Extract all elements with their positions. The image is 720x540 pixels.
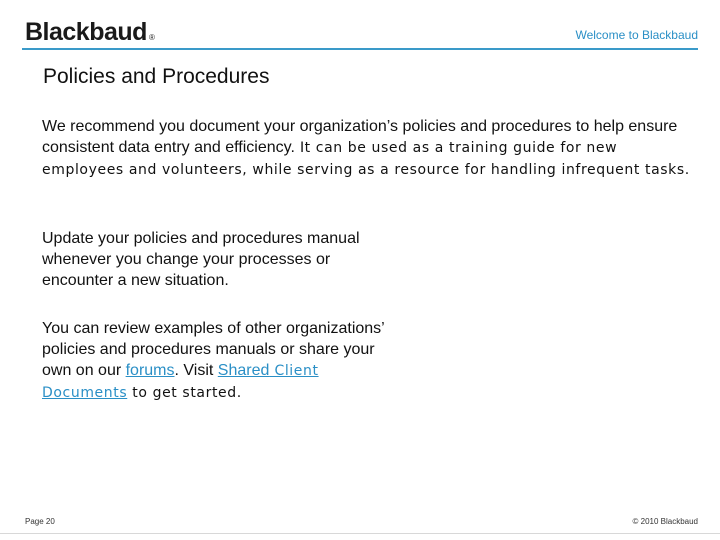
paragraph-recommend: [42, 116, 692, 181]
blackbaud-logo: [25, 18, 154, 47]
shared-link-word[interactable]: Shared: [217, 362, 270, 379]
page-number: Page 20: [25, 517, 55, 526]
paragraph-review-end: to get started.: [127, 385, 242, 401]
paragraph-review-text: You can review examples of other organizations’ policies and procedures manuals or share your own on our: [42, 320, 385, 379]
logo-registered-mark: ®: [148, 33, 155, 42]
paragraph-recommend-main: We recommend you document your organization’s policies and procedures to help ensure consistent data entry and efficiency.: [42, 118, 678, 156]
page-title: Policies and Procedures: [43, 65, 270, 88]
paragraph-review-visit: . Visit: [174, 362, 218, 379]
client-documents-link-words[interactable]: Client Documents: [42, 363, 319, 401]
header-divider: [22, 48, 698, 50]
logo-text: Blackbaud: [25, 18, 147, 46]
copyright-notice: © 2010 Blackbaud: [632, 517, 698, 526]
forums-link[interactable]: forums: [125, 362, 175, 379]
welcome-text: Welcome to Blackbaud: [575, 28, 698, 42]
footer-divider: [0, 533, 720, 534]
paragraph-review: [42, 318, 402, 404]
paragraph-update: Update your policies and procedures manual whenever you change your processes or encounter a new situation.: [42, 230, 360, 289]
paragraph-recommend-continued: It can be used as a training guide for new employees and volunteers, while serving as a resource for handling infrequent tasks.: [42, 140, 690, 178]
